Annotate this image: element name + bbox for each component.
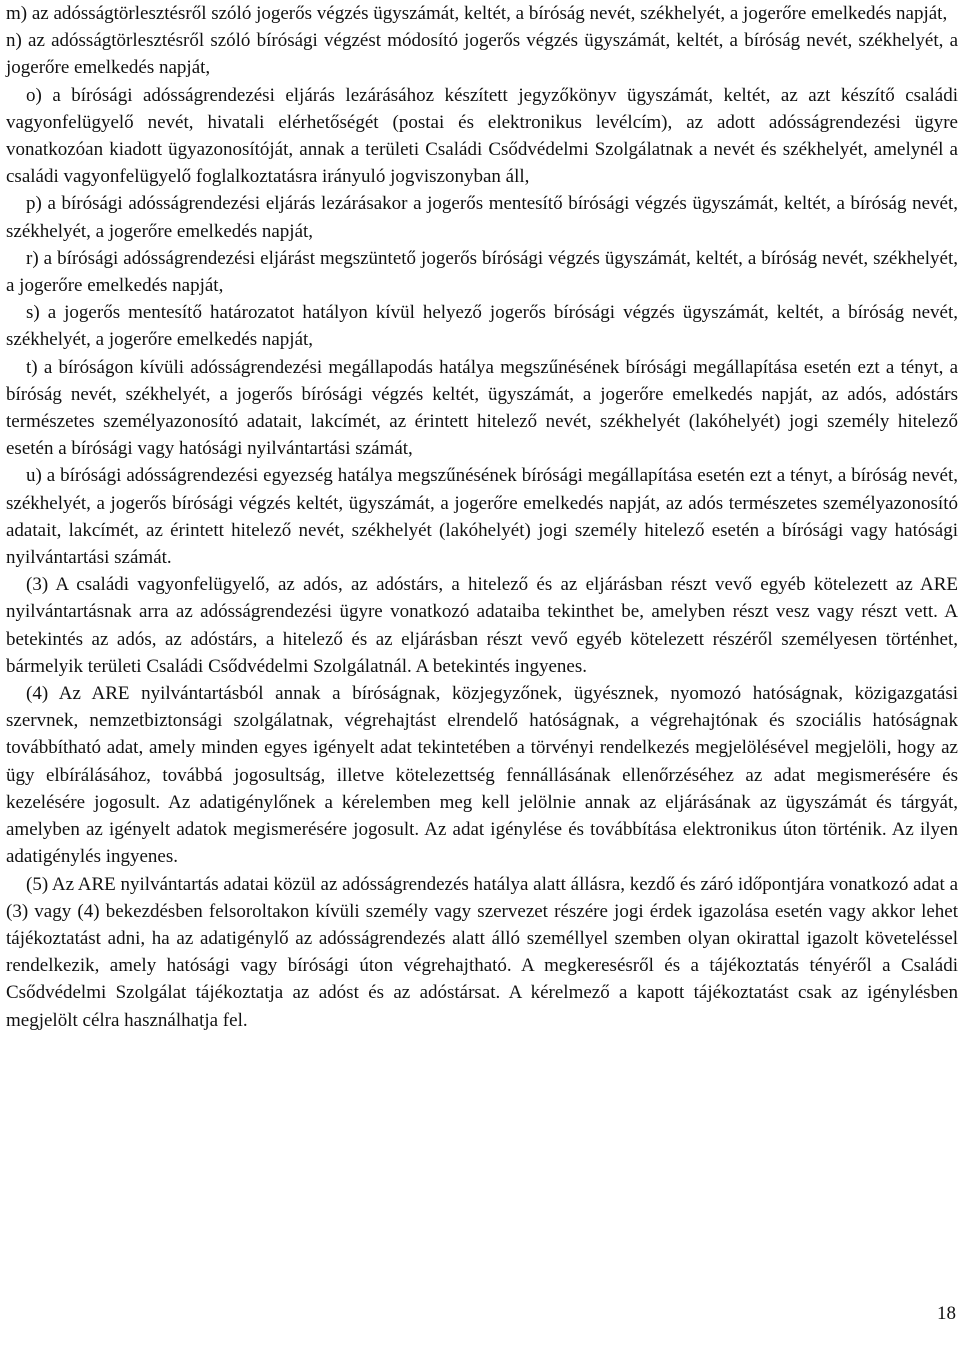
paragraph-s: s) a jogerős mentesítő határozatot hatályon kívül helyező jogerős bírósági végzés ügyszámát, keltét, a bíróság nevét, székhelyét, a jogerőre emelkedés napját, (6, 302, 958, 351)
paragraph-section-3: (3) A családi vagyonfelügyelő, az adós, az adóstárs, a hitelező és az eljárásban részt vevő egyéb kötelezett az ARE nyilvántartásnak arra az adósságrendezési ügyre vonatkozó adataiba tekinthet be, amelyben részt vesz vagy részt vett. A betekintés az adós, az adóstárs, a hitelező és az eljárásban részt vevő egyéb kötelezett részéről személyesen történhet, bármelyik területi Családi Csődvédelmi Szolgálatnál. A betekintés ingyenes. (6, 574, 958, 677)
paragraph-section-4: (4) Az ARE nyilvántartásból annak a bíróságnak, közjegyzőnek, ügyésznek, nyomozó hatóságnak, közigazgatási szervnek, nemzetbiztonsági szolgálatnak, végrehajtást elrendelő hatóságnak, a végrehajtónak és szociális hatóságnak továbbítható adat, amely minden egyes igényelt adat tekintetében a törvényi rendelkezés megjelölésével megjelöli, hogy az ügy elbírálásához, továbbá jogosultság, illetve kötelezettség fennállásának ellenőrzéséhez az adat megismerésére és kezelésére jogosult. Az adatigénylőnek a kérelemben meg kell jelölnie annak az eljárásának az ügyszámát és tárgyát, amelyben az igényelt adatok megismerésére jogosult. Az adat igénylése és továbbítása elektronikus úton történik. Az ilyen adatigénylés ingyenes. (6, 683, 958, 868)
paragraph-t: t) a bíróságon kívüli adósságrendezési megállapodás hatálya megszűnésének bírósági megállapítása esetén ezt a tényt, a bíróság nevét, székhelyét, a jogerős bírósági végzés keltét, ügyszámát, a jogerőre emelkedés napját, az adós, adóstárs természetes személyazonosító adatait, lakcímét, az érintett hitelező nevét, székhelyét (lakóhelyét) jogi személy hitelező esetén a bírósági vagy hatósági nyilvántartási számát, (6, 356, 958, 460)
paragraph-o: o) a bírósági adósságrendezési eljárás lezárásához készített jegyzőkönyv ügyszámát, keltét, az azt készítő családi vagyonfelügyelő nevét, hivatali elérhetőségét (postai és elektronikus levélcím), az adott adósságrendezési ügyre vonatkozóan kiadott ügyazonosítóját, annak a területi Családi Csődvédelmi Szolgálatnak a nevét és székhelyét, amelynél a családi vagyonfelügyelő foglalkoztatásra irányuló jogviszonyban áll, (6, 84, 958, 188)
paragraph-r: r) a bírósági adósságrendezési eljárást megszüntető jogerős bírósági végzés ügyszámát, keltét, a bíróság nevét, székhelyét, a jogerőre emelkedés napját, (6, 247, 958, 297)
paragraph-n: n) az adósságtörlesztésről szóló bírósági végzést módosító jogerős végzés ügyszámát, keltét, a bíróság nevét, székhelyét, a jogerőre emelkedés napját, (6, 30, 958, 79)
page-number: 18 (937, 1303, 956, 1324)
paragraph-m: m) az adósságtörlesztésről szóló jogerős végzés ügyszámát, keltét, a bíróság nevét, székhelyét, a jogerőre emelkedés napját, (6, 3, 948, 24)
paragraph-u: u) a bírósági adósságrendezési egyezség hatálya megszűnésének bírósági megállapítása esetén ezt a tényt, a bíróság nevét, székhelyét, a jogerős bírósági végzés keltét, ügyszámát, a jogerőre emelkedés napját, az adós természetes személyazonosító adatait, lakcímét, az érintett hitelező nevét, székhelyét (lakóhelyét) jogi személy hitelező esetén a bírósági vagy hatósági nyilvántartási számát. (6, 465, 958, 569)
paragraph-section-5: (5) Az ARE nyilvántartás adatai közül az adósságrendezés hatálya alatt állásra, kezdő és záró időpontjára vonatkozó adat a (3) vagy (4) bekezdésben felsoroltakon kívüli személy vagy szervezet részére jogi érdek igazolása esetén vagy akkor lehet tájékoztatást adni, ha az adatigénylő az adósságrendezés alatt álló személlyel szemben olyan okirattal igazolt követeléssel rendelkezik, amely hatósági vagy bírósági úton végrehajtható. A megkeresésről és a tájékoztatás tényéről a Családi Csődvédelmi Szolgálat tájékoztatja az adóst és az adóstársat. A kérelmező a kapott tájékoztatást csak az igénylésben megjelölt célra használhatja fel. (6, 873, 958, 1031)
paragraph-p: p) a bírósági adósságrendezési eljárás lezárásakor a jogerős mentesítő bírósági végzés ügyszámát, keltét, a bíróság nevét, székhelyét, a jogerőre emelkedés napját, (6, 193, 958, 242)
document-body (6, 0, 958, 1034)
